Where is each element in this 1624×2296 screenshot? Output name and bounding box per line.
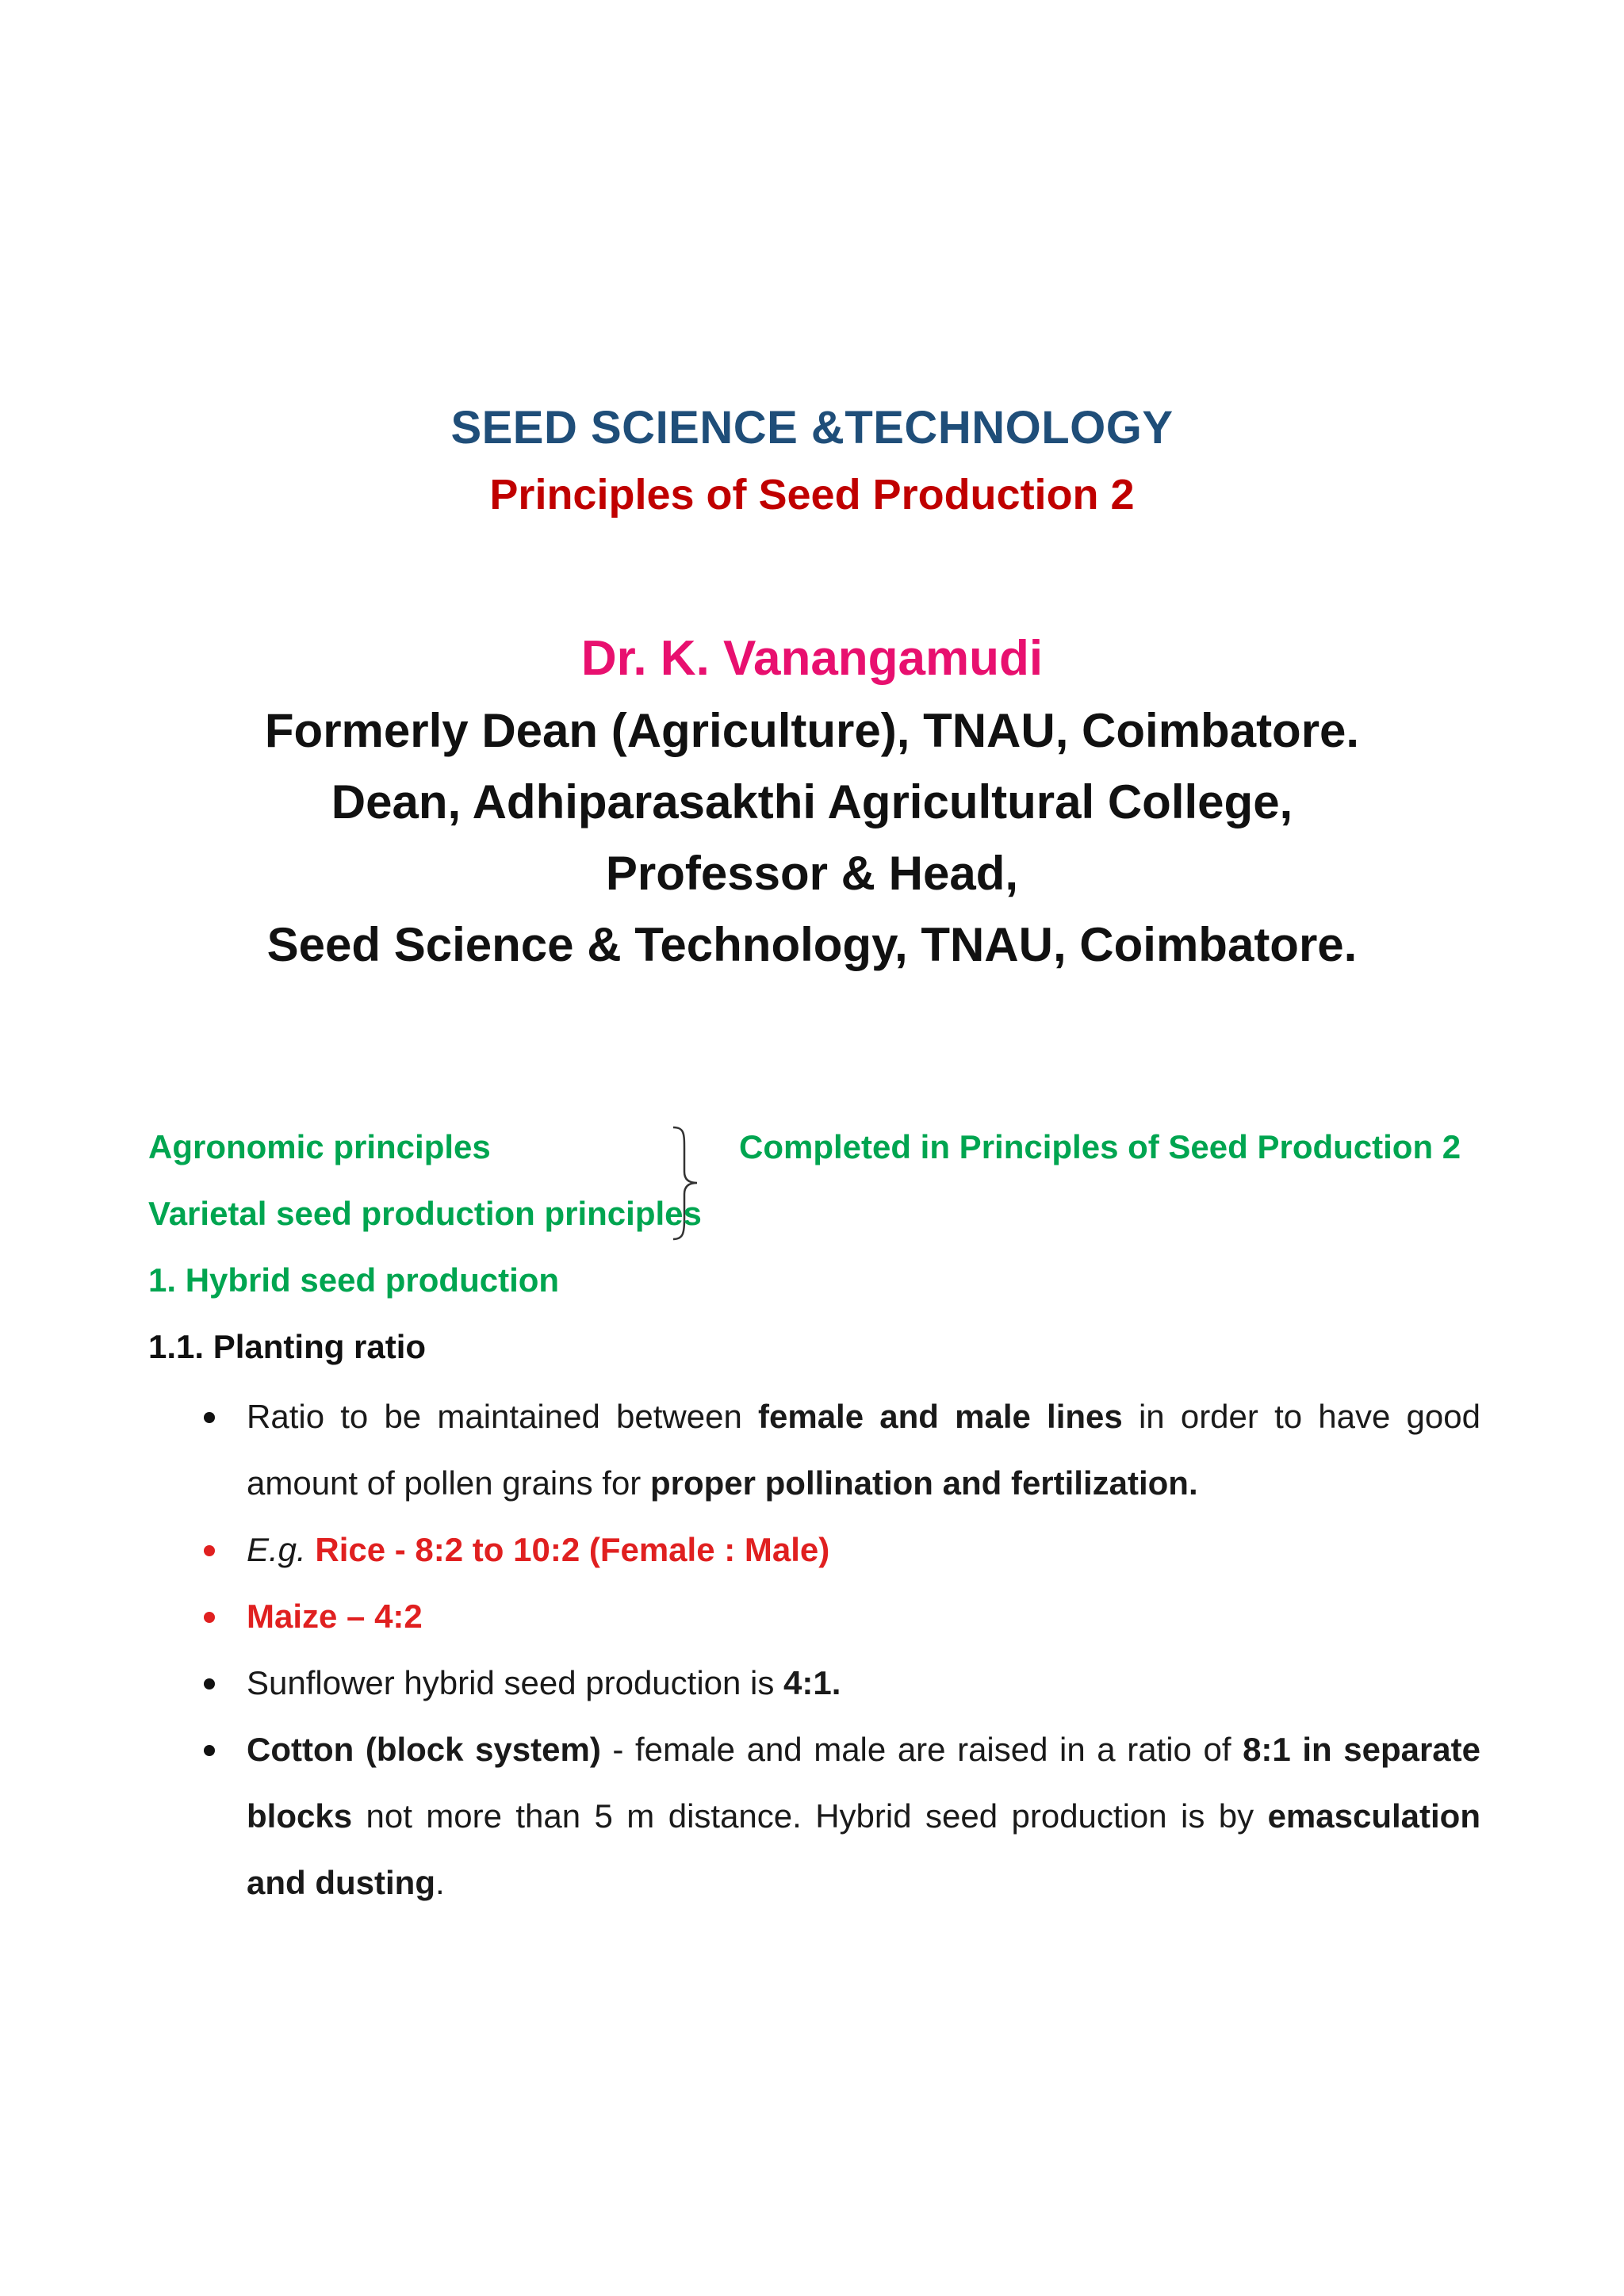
list-item (148, 1650, 1480, 1716)
list-item (148, 1517, 1480, 1583)
bullet-text: Ratio to be maintained between (247, 1398, 758, 1435)
bullet-bold: female and male lines (758, 1398, 1123, 1435)
list-item (148, 1583, 1480, 1650)
bullet-text: - female and male are raised in a ratio of (600, 1731, 1243, 1768)
bullet-icon (204, 1612, 215, 1623)
bullet-list (148, 1383, 1480, 1916)
principle-agronomic: Agronomic principles (148, 1128, 491, 1165)
list-item (148, 1716, 1480, 1916)
bullet-icon (204, 1745, 215, 1756)
example-label: E.g. (247, 1531, 306, 1568)
bullet-red-text: Rice - 8:2 to 10:2 (Female : Male) (305, 1531, 830, 1568)
list-item (148, 1383, 1480, 1517)
affiliation-line-3: Professor & Head, (605, 847, 1019, 900)
document-subtitle: Principles of Seed Production 2 (489, 471, 1135, 519)
document-title: SEED SCIENCE &TECHNOLOGY (450, 402, 1174, 453)
affiliation-line-4: Seed Science & Technology, TNAU, Coimbatore. (266, 918, 1358, 971)
bullet-icon (204, 1545, 215, 1556)
bullet-icon (204, 1678, 215, 1689)
main-content (148, 1114, 1480, 1916)
author-block (0, 622, 1624, 981)
bullet-bold: 4:1. (783, 1664, 841, 1701)
section-heading: 1. Hybrid seed production (148, 1261, 560, 1299)
bullet-bold: Cotton (block system) (247, 1731, 601, 1768)
subsection-heading: 1.1. Planting ratio (148, 1328, 427, 1365)
bullet-text: . (435, 1864, 445, 1901)
title-block (0, 396, 1624, 526)
author-name: Dr. K. Vanangamudi (580, 631, 1044, 686)
bullet-red-text: Maize – 4:2 (247, 1598, 423, 1635)
principle-varietal: Varietal seed production principles (148, 1195, 702, 1232)
bullet-bold: 8:1 in separate blocks (247, 1731, 1481, 1835)
bullet-bold: emasculation and dusting (247, 1797, 1480, 1901)
principles-note: Completed in Principles of Seed Production 2 (739, 1128, 1461, 1165)
bullet-icon (204, 1412, 215, 1423)
bullet-bold: proper pollination and fertilization. (649, 1464, 1198, 1502)
bullet-text: in order to have good amount of pollen grains for (247, 1398, 1480, 1502)
bullet-text: Sunflower hybrid seed production is (247, 1664, 784, 1701)
affiliation-line-1: Formerly Dean (Agriculture), TNAU, Coimbatore. (264, 704, 1360, 757)
affiliation-line-2: Dean, Adhiparasakthi Agricultural College, (331, 775, 1293, 828)
bullet-text: not more than 5 m distance. Hybrid seed production is by (352, 1797, 1268, 1835)
